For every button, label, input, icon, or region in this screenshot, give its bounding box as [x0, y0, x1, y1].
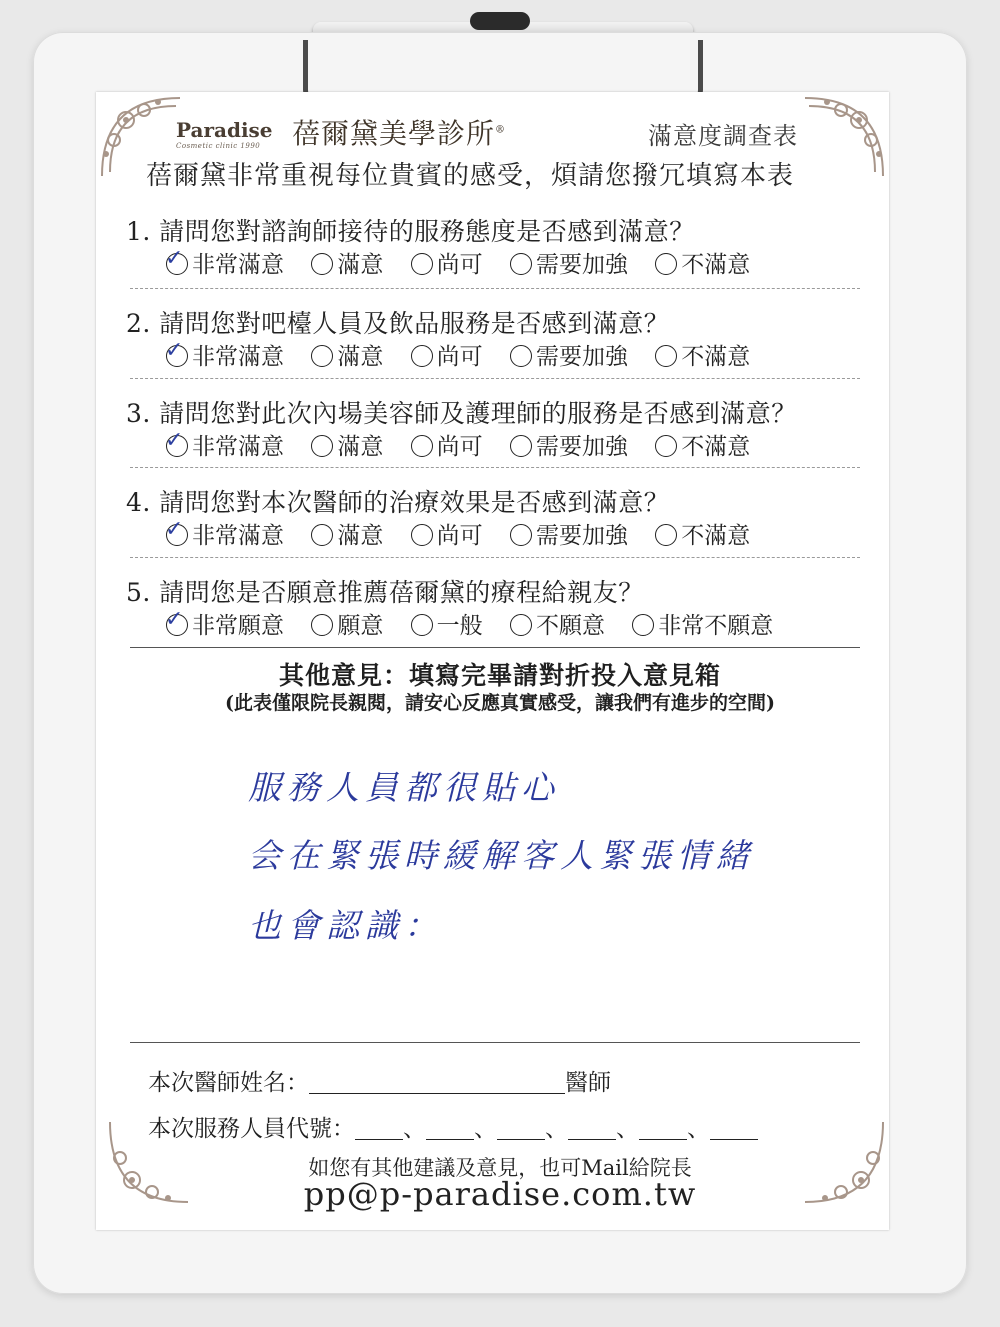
section-divider — [130, 647, 860, 648]
question-text: 2. 請問您對吧檯人員及飲品服務是否感到滿意？ — [126, 309, 670, 338]
option-checked[interactable] — [166, 607, 284, 640]
radio-circle-icon — [411, 435, 433, 457]
separator: 、 — [545, 1116, 568, 1142]
option[interactable] — [655, 246, 750, 279]
contact-text: 如您有其他建議及意見，也可Mail給院長 — [308, 1156, 692, 1180]
staff-code-blank[interactable] — [639, 1117, 687, 1140]
option[interactable] — [311, 338, 383, 371]
staff-code-blank[interactable] — [497, 1117, 545, 1140]
option-label: 非常滿意 — [192, 523, 284, 549]
form-title: 滿意度調查表 — [648, 122, 798, 150]
question-text: 1. 請問您對諮詢師接待的服務態度是否感到滿意？ — [126, 217, 695, 246]
option-label: 尚可 — [436, 523, 483, 549]
radio-circle-icon — [510, 253, 532, 275]
option-label: 非常不願意 — [658, 613, 774, 639]
clinic-name — [292, 112, 506, 152]
handwritten-line: 也會認識： — [248, 906, 443, 945]
option[interactable] — [411, 246, 483, 279]
option-label: 非常滿意 — [192, 252, 284, 278]
intro-text: 蓓爾黛非常重視每位貴賓的感受，煩請您撥冗填寫本表 — [146, 161, 795, 191]
question-1 — [126, 212, 866, 278]
radio-circle-icon — [655, 524, 677, 546]
staff-code-blank[interactable] — [426, 1117, 474, 1140]
radio-circle-icon — [655, 253, 677, 275]
option-checked[interactable] — [166, 428, 284, 461]
registered-mark: ® — [495, 124, 507, 136]
option-label: 非常滿意 — [192, 434, 284, 460]
radio-circle-icon — [655, 435, 677, 457]
radio-circle-icon — [311, 524, 333, 546]
option-label: 尚可 — [436, 434, 483, 460]
radio-circle-icon — [411, 345, 433, 367]
option-label: 不滿意 — [681, 523, 751, 549]
radio-circle-icon — [165, 517, 188, 546]
option-label: 滿意 — [337, 252, 384, 278]
option-label: 滿意 — [337, 344, 384, 370]
staff-code-blank[interactable] — [568, 1117, 616, 1140]
option-label: 滿意 — [337, 434, 384, 460]
doctor-suffix: 醫師 — [565, 1070, 611, 1096]
radio-circle-icon — [165, 428, 188, 457]
option[interactable] — [510, 517, 628, 550]
radio-circle-icon — [510, 435, 532, 457]
option[interactable] — [655, 338, 750, 371]
option-checked[interactable] — [166, 517, 284, 550]
checkmark-icon: ✓ — [165, 428, 184, 453]
option[interactable] — [655, 428, 750, 461]
option-label: 需要加強 — [535, 344, 628, 370]
radio-circle-icon — [411, 614, 433, 636]
option-label: 需要加強 — [535, 434, 628, 460]
radio-circle-icon — [165, 246, 188, 275]
radio-circle-icon — [165, 607, 188, 636]
dashed-divider — [130, 288, 860, 289]
radio-circle-icon — [311, 345, 333, 367]
answer-options — [166, 607, 793, 640]
option-label: 不滿意 — [681, 434, 751, 460]
answer-options — [166, 517, 770, 550]
option[interactable] — [510, 246, 628, 279]
radio-circle-icon — [510, 524, 532, 546]
option-label: 尚可 — [436, 252, 483, 278]
option-checked[interactable] — [166, 338, 284, 371]
answer-options — [166, 246, 770, 279]
option[interactable] — [510, 607, 605, 640]
checkmark-icon: ✓ — [165, 246, 184, 271]
option[interactable] — [311, 246, 383, 279]
radio-circle-icon — [311, 614, 333, 636]
radio-circle-icon — [311, 435, 333, 457]
radio-circle-icon — [411, 253, 433, 275]
brand-logo: Paradise — [176, 118, 273, 142]
dashed-divider — [130, 378, 860, 379]
option-label: 非常願意 — [192, 613, 284, 639]
doctor-name-blank[interactable] — [309, 1071, 565, 1094]
staff-code-blank[interactable] — [355, 1117, 403, 1140]
radio-circle-icon — [510, 614, 532, 636]
doctor-name-label: 本次醫師姓名： — [148, 1070, 309, 1096]
separator: 、 — [687, 1116, 710, 1142]
radio-circle-icon — [510, 345, 532, 367]
option-label: 不滿意 — [681, 344, 751, 370]
option[interactable] — [411, 428, 483, 461]
option[interactable] — [510, 338, 628, 371]
checkmark-icon: ✓ — [165, 338, 184, 363]
option-label: 需要加強 — [535, 523, 628, 549]
option-label: 不願意 — [535, 613, 605, 639]
dashed-divider — [130, 557, 860, 558]
separator: 、 — [616, 1116, 639, 1142]
answer-options — [166, 338, 770, 371]
option-label: 不滿意 — [681, 252, 751, 278]
question-text: 4. 請問您對本次醫師的治療效果是否感到滿意？ — [126, 488, 670, 517]
option[interactable] — [411, 607, 483, 640]
clinic-name-text: 蓓爾黛美學診所 — [292, 117, 496, 150]
option-label: 滿意 — [337, 523, 384, 549]
brand-subtitle: Cosmetic clinic 1990 — [176, 142, 261, 150]
answer-options — [166, 428, 770, 461]
staff-code-field[interactable] — [148, 1110, 758, 1143]
comments-title: 其他意見：填寫完畢請對折投入意見箱 — [278, 661, 721, 690]
option[interactable] — [311, 517, 383, 550]
option[interactable] — [411, 338, 483, 371]
staff-code-label: 本次服務人員代號： — [148, 1116, 355, 1142]
section-divider — [130, 1042, 860, 1043]
question-5 — [126, 573, 866, 639]
handwritten-line: 会在緊張時緩解客人緊張情緒 — [248, 836, 755, 875]
option-label: 一般 — [436, 613, 483, 639]
comments-note: (此表僅限院長親閱，請安心反應真實感受，讓我們有進步的空間) — [225, 692, 775, 714]
option[interactable] — [655, 517, 750, 550]
radio-circle-icon — [311, 253, 333, 275]
question-2 — [126, 304, 866, 370]
handwritten-line: 服務人員都很貼心 — [248, 768, 560, 807]
option-checked[interactable] — [166, 246, 284, 279]
option-label: 願意 — [337, 613, 384, 639]
option-label: 需要加強 — [535, 252, 628, 278]
radio-circle-icon — [632, 614, 654, 636]
option-label: 非常滿意 — [192, 344, 284, 370]
option[interactable] — [510, 428, 628, 461]
radio-circle-icon — [165, 338, 188, 367]
separator: 、 — [474, 1116, 497, 1142]
question-4 — [126, 483, 866, 549]
question-text: 5. 請問您是否願意推薦蓓爾黛的療程給親友？ — [126, 578, 644, 607]
checkmark-icon: ✓ — [165, 607, 184, 632]
clipboard-knob — [470, 12, 530, 30]
option[interactable] — [632, 607, 773, 640]
radio-circle-icon — [655, 345, 677, 367]
dashed-divider — [130, 467, 860, 468]
separator: 、 — [403, 1116, 426, 1142]
doctor-name-field[interactable] — [148, 1064, 611, 1097]
radio-circle-icon — [411, 524, 433, 546]
contact-email[interactable]: pp@p-paradise.com.tw — [303, 1175, 697, 1213]
option-label: 尚可 — [436, 344, 483, 370]
staff-code-blank[interactable] — [710, 1117, 758, 1140]
floral-ornament-icon — [799, 92, 889, 182]
question-text: 3. 請問您對此次內場美容師及護理師的服務是否感到滿意？ — [126, 399, 797, 428]
option[interactable] — [311, 428, 383, 461]
option[interactable] — [311, 607, 383, 640]
question-3 — [126, 394, 866, 460]
checkmark-icon: ✓ — [165, 517, 184, 542]
option[interactable] — [411, 517, 483, 550]
